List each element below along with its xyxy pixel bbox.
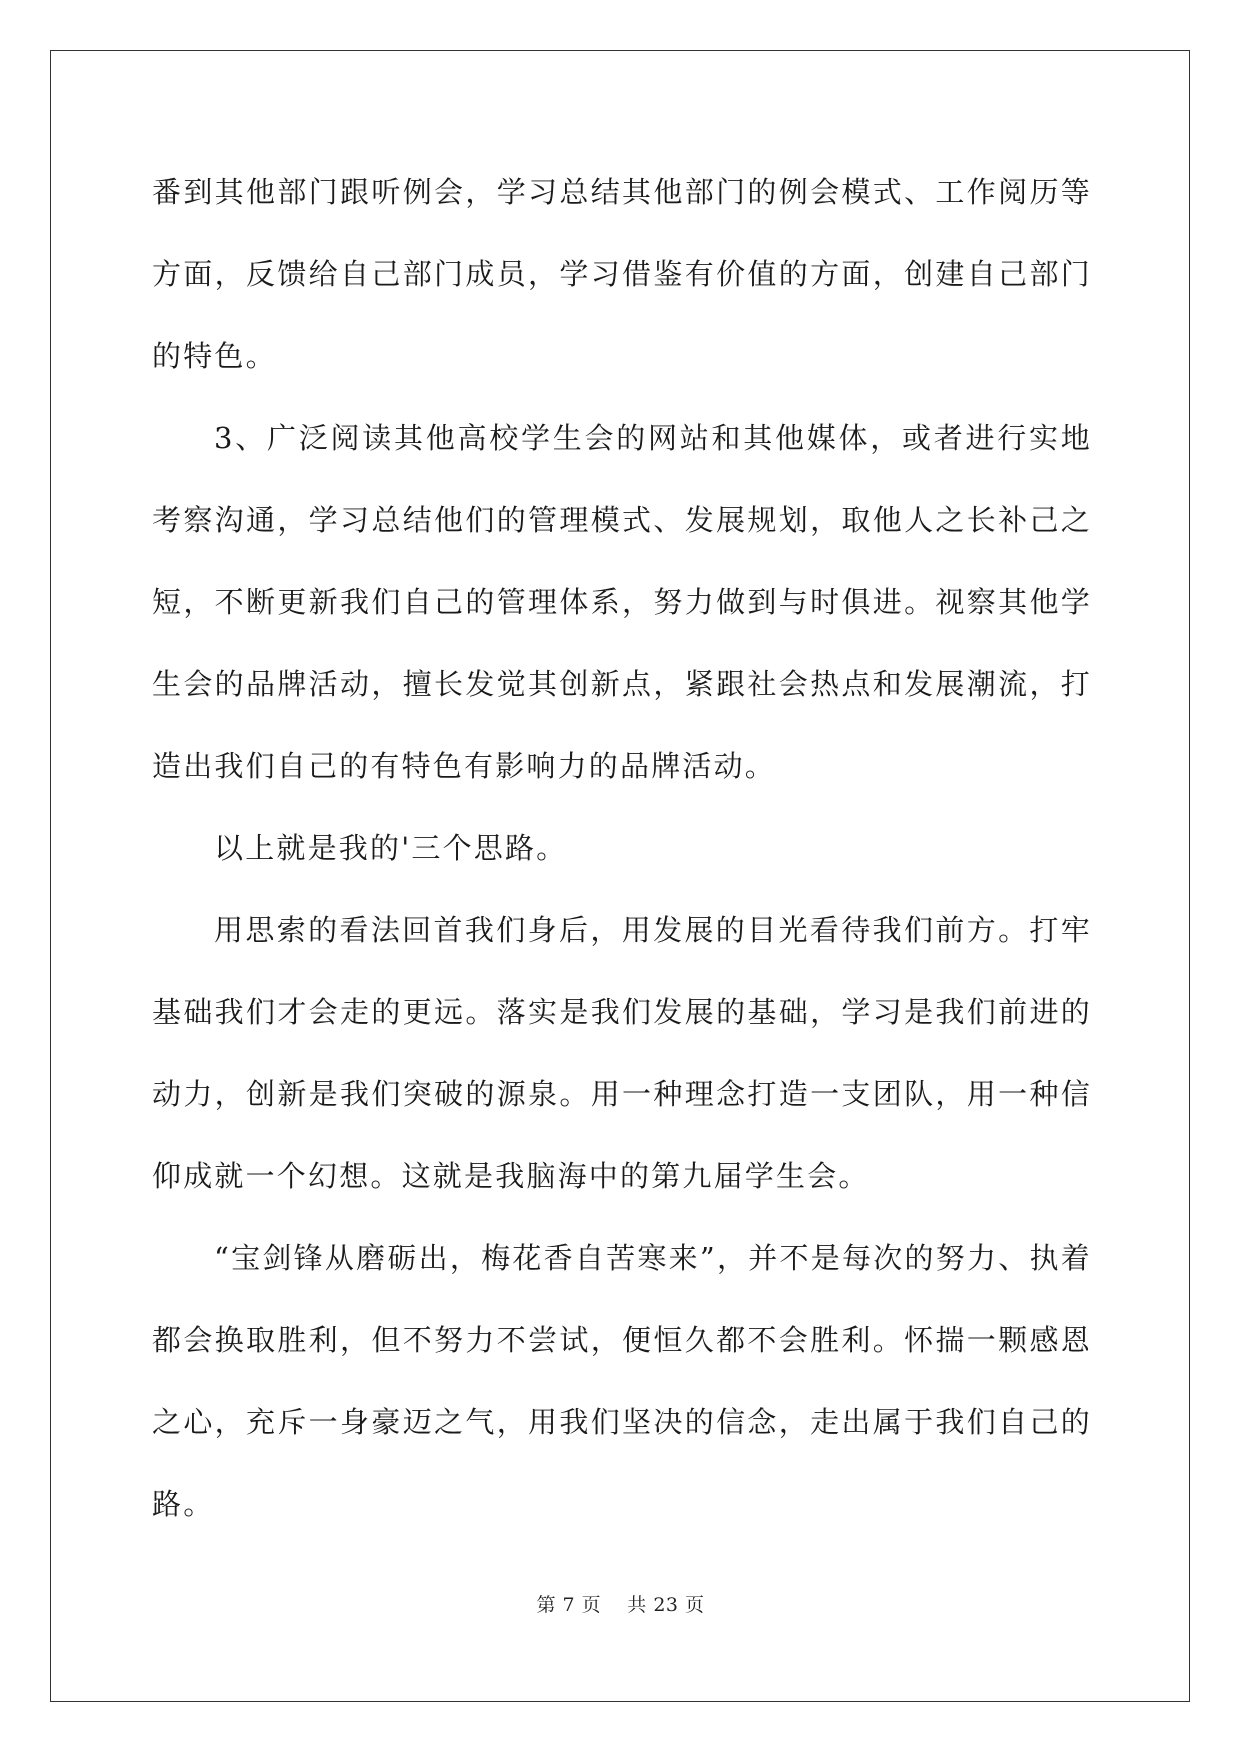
page-number-label: 第 7 页 共 23 页 (536, 1594, 705, 1616)
paragraph-5: “宝剑锋从磨砺出，梅花香自苦寒来”，并不是每次的努力、执着都会换取胜利，但不努力不尝试，便恒久都不会胜利。怀揣一颗感恩之心，充斥一身豪迈之气，用我们坚决的信念，走出属于我们自己的路。 (152, 1241, 1092, 1521)
paragraph-2: 3、广泛阅读其他高校学生会的网站和其他媒体，或者进行实地考察沟通，学习总结他们的管理模式、发展规划，取他人之长补己之短，不断更新我们自己的管理体系，努力做到与时俱进。视察其他学生会的品牌活动，擅长发觉其创新点，紧跟社会热点和发展潮流，打造出我们自己的有特色有影响力的品牌活动。 (152, 421, 1092, 783)
page-footer (0, 1590, 1241, 1617)
document-body (152, 151, 1092, 1545)
paragraph-3: 以上就是我的'三个思路。 (214, 831, 568, 865)
paragraph-1: 番到其他部门跟听例会，学习总结其他部门的例会模式、工作阅历等方面，反馈给自己部门成员，学习借鉴有价值的方面，创建自己部门的特色。 (152, 175, 1092, 373)
paragraph-4: 用思索的看法回首我们身后，用发展的目光看待我们前方。打牢基础我们才会走的更远。落实是我们发展的基础，学习是我们前进的动力，创新是我们突破的源泉。用一种理念打造一支团队，用一种信仰成就一个幻想。这就是我脑海中的第九届学生会。 (152, 913, 1092, 1193)
